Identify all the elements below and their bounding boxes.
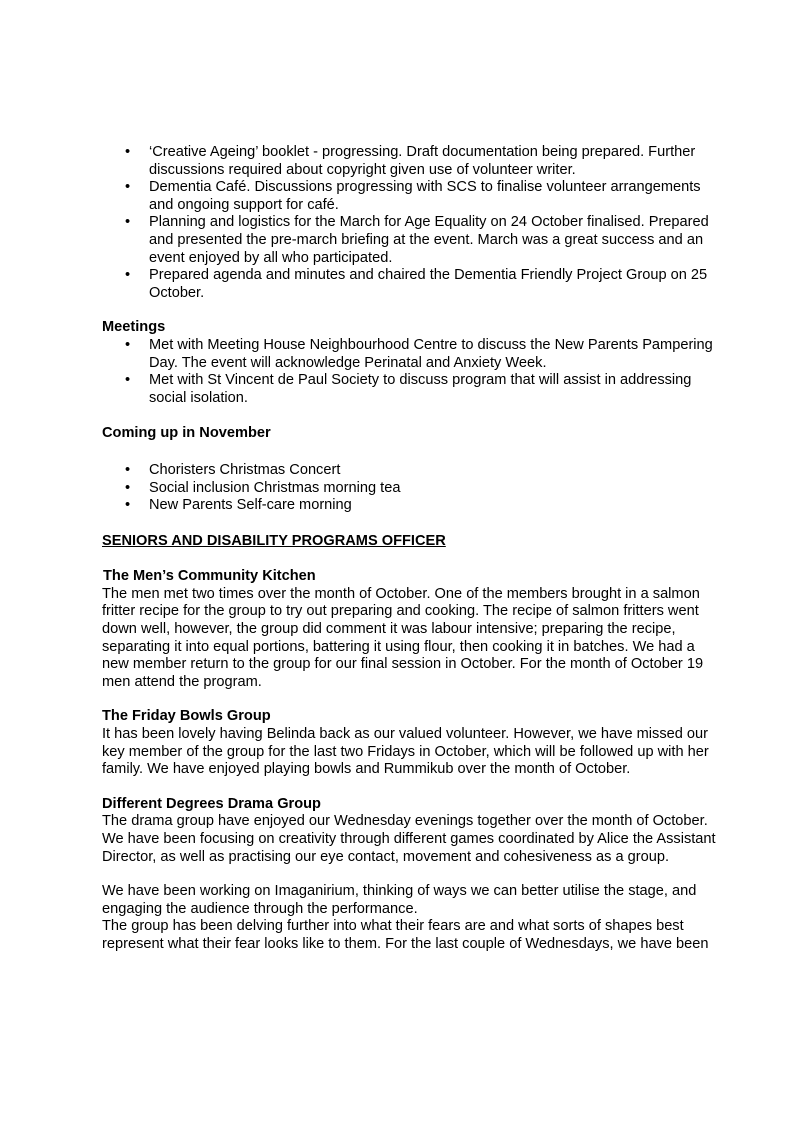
list-item: • Social inclusion Christmas morning tea (125, 479, 401, 496)
coming-up-heading: Coming up in November (102, 425, 271, 442)
list-item: • Met with St Vincent de Paul Society to discuss program that will assist in addressing social isolation. (125, 372, 692, 406)
bullet-icon: • (125, 461, 131, 478)
bullet-icon: • (125, 144, 131, 160)
activity-bullet-list (102, 144, 722, 302)
list-item: • New Parents Self-care morning (125, 497, 352, 514)
meetings-heading: Meetings (102, 319, 166, 336)
list-item: • Choristers Christmas Concert (125, 461, 341, 478)
bullet-icon: • (125, 214, 131, 231)
list-item: • ‘Creative Ageing’ booklet - progressing. Draft documentation being prepared. Further discussions required about copyright given use of volunteer writer. (125, 144, 696, 178)
bowls-body: It has been lovely having Belinda back as our valued volunteer. However, we have missed our key member of the group for the last two Fridays in October, which will be followed up with her family. We have enjoyed playing bowls and Rummikub over the month of October. (102, 726, 709, 778)
bullet-icon: • (125, 372, 131, 389)
mens-kitchen-body: The men met two times over the month of October. One of the members brought in a salmon fritter recipe for the group to try out preparing and cooking. The recipe of salmon fritters went down well, however, the group did comment it was labour intensive; preparing the recipe, separating it into equal portions, battering it using flour, then cooking it in batches. We had a new member return to the group for our final session in October. For the month of October 19 men attend the program. (102, 585, 704, 690)
section-title: SENIORS AND DISABILITY PROGRAMS OFFICER (102, 532, 446, 549)
list-item: • Dementia Café. Discussions progressing with SCS to finalise volunteer arrangements and ongoing support for café. (125, 179, 701, 213)
list-item: • Planning and logistics for the March for Age Equality on 24 October finalised. Prepared and presented the pre-march briefing at the event. March was a great success and an event enjoyed by all who participated. (125, 214, 709, 266)
drama-heading: Different Degrees Drama Group (102, 795, 321, 812)
bullet-icon: • (125, 179, 131, 196)
drama-body-2: We have been working on Imaganirium, thinking of ways we can better utilise the stage, and engaging the audience through the performance. (102, 883, 697, 917)
bullet-icon: • (125, 497, 131, 514)
list-item: • Met with Meeting House Neighbourhood Centre to discuss the New Parents Pampering Day. The event will acknowledge Perinatal and Anxiety Week. (125, 336, 713, 371)
drama-body-3: The group has been delving further into what their fears are and what sorts of shapes best represent what their fear looks like to them. For the last couple of Wednesdays, we have been (102, 918, 709, 952)
coming-up-list (102, 462, 722, 515)
bowls-heading: The Friday Bowls Group (102, 708, 271, 725)
page-content (102, 144, 722, 954)
meetings-list (102, 337, 722, 407)
bullet-icon: • (125, 479, 131, 496)
list-item: • Prepared agenda and minutes and chaired the Dementia Friendly Project Group on 25 October. (125, 267, 708, 301)
mens-kitchen-heading: The Men’s Community Kitchen (103, 568, 316, 585)
drama-body-1: The drama group have enjoyed our Wednesday evenings together over the month of October. We have been focusing on creativity through different games coordinated by Alice the Assistant Director, as well as practising our eye contact, movement and cohesiveness as a group. (102, 813, 716, 865)
bullet-icon: • (125, 267, 131, 284)
bullet-icon: • (125, 336, 131, 353)
